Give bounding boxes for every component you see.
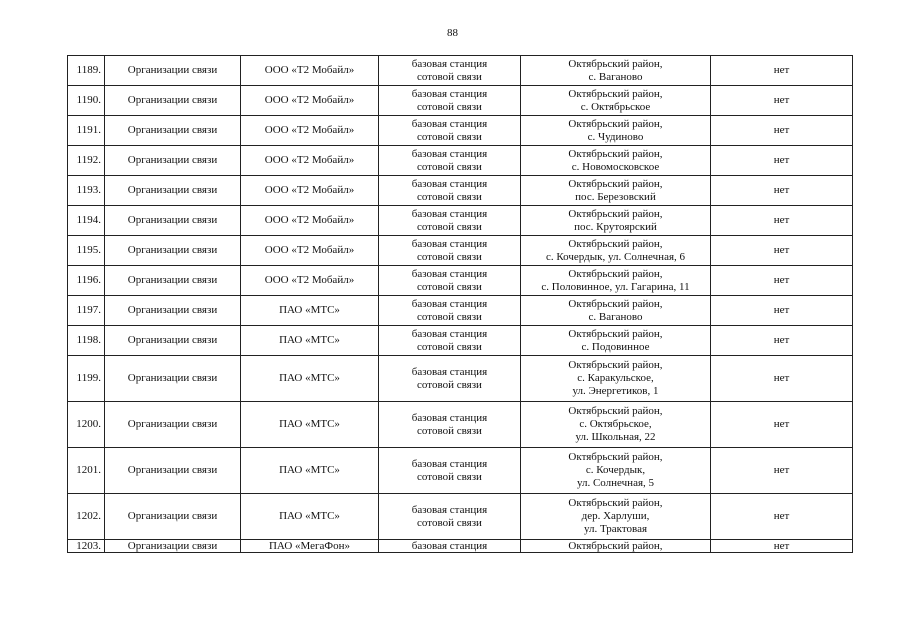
category-cell: Организации связи <box>105 356 241 402</box>
registry-table-body <box>68 56 853 553</box>
address-cell <box>521 86 711 116</box>
address-cell-line: ул. Солнечная, 5 <box>576 477 655 489</box>
flag-cell: нет <box>711 296 853 326</box>
organization-cell: ПАО «МТС» <box>241 448 379 494</box>
row-number-cell: 1189. <box>68 56 105 86</box>
address-cell-line: Октябрьский район, <box>568 237 663 250</box>
address-cell-line: Октябрьский район, <box>568 497 663 509</box>
organization-cell: ПАО «МТС» <box>241 326 379 356</box>
organization-cell: ООО «Т2 Мобайл» <box>241 116 379 146</box>
address-cell-line: Октябрьский район, <box>568 147 663 160</box>
organization-cell: ООО «Т2 Мобайл» <box>241 266 379 296</box>
address-cell-line: Октябрьский район, <box>568 177 663 190</box>
address-cell <box>521 266 711 296</box>
flag-cell: нет <box>711 116 853 146</box>
table-row <box>68 540 853 553</box>
address-cell-line: с. Ваганово <box>588 310 643 323</box>
object-cell-line: базовая станция <box>411 57 488 70</box>
table-row <box>68 296 853 326</box>
category-cell: Организации связи <box>105 116 241 146</box>
organization-cell: ООО «Т2 Мобайл» <box>241 86 379 116</box>
address-cell <box>521 448 711 494</box>
category-cell: Организации связи <box>105 56 241 86</box>
address-cell <box>521 236 711 266</box>
row-number-cell: 1192. <box>68 146 105 176</box>
object-cell <box>379 116 521 146</box>
address-cell-line: с. Кочердык, <box>585 464 646 476</box>
object-cell-line: базовая станция <box>411 147 488 160</box>
flag-cell: нет <box>711 402 853 448</box>
address-cell <box>521 56 711 86</box>
object-cell <box>379 494 521 540</box>
address-cell-line: Октябрьский район, <box>568 327 663 340</box>
table-row <box>68 356 853 402</box>
object-cell <box>379 356 521 402</box>
object-cell-line: сотовой связи <box>417 310 482 323</box>
address-cell-line: Октябрьский район, <box>568 87 663 100</box>
organization-cell: ООО «Т2 Мобайл» <box>241 236 379 266</box>
flag-cell: нет <box>711 176 853 206</box>
address-cell <box>521 540 711 553</box>
organization-cell: ПАО «МТС» <box>241 402 379 448</box>
address-cell-line: Октябрьский район, <box>568 267 663 280</box>
address-cell-line: Октябрьский район, <box>568 405 663 417</box>
flag-cell: нет <box>711 494 853 540</box>
row-number-cell: 1197. <box>68 296 105 326</box>
page-number: 88 <box>447 27 458 39</box>
object-cell-line: сотовой связи <box>417 424 482 437</box>
object-cell-line: сотовой связи <box>417 70 482 83</box>
object-cell-line: сотовой связи <box>417 250 482 263</box>
table-row <box>68 116 853 146</box>
organization-cell: ПАО «МегаФон» <box>241 540 379 553</box>
address-cell <box>521 206 711 236</box>
address-cell-line: с. Каракульское, <box>577 372 654 384</box>
row-number-cell: 1194. <box>68 206 105 236</box>
address-cell-line: с. Октябрьское <box>580 100 651 113</box>
object-cell <box>379 146 521 176</box>
table-row <box>68 236 853 266</box>
object-cell <box>379 266 521 296</box>
category-cell: Организации связи <box>105 146 241 176</box>
object-cell <box>379 56 521 86</box>
row-number-cell: 1200. <box>68 402 105 448</box>
table-row <box>68 266 853 296</box>
flag-cell: нет <box>711 146 853 176</box>
flag-cell: нет <box>711 326 853 356</box>
object-cell-line: базовая станция <box>411 117 488 130</box>
object-cell <box>379 540 521 553</box>
object-cell-line: базовая станция <box>411 365 488 378</box>
flag-cell: нет <box>711 448 853 494</box>
object-cell-line: базовая станция <box>411 411 488 424</box>
flag-cell: нет <box>711 266 853 296</box>
object-cell <box>379 206 521 236</box>
object-cell-line: базовая станция <box>411 539 488 552</box>
object-cell <box>379 236 521 266</box>
table-row <box>68 402 853 448</box>
flag-cell: нет <box>711 206 853 236</box>
address-cell-line: ул. Трактовая <box>583 523 648 535</box>
object-cell <box>379 86 521 116</box>
row-number-cell: 1196. <box>68 266 105 296</box>
address-cell-line: ул. Школьная, 22 <box>575 431 656 443</box>
row-number-cell: 1202. <box>68 494 105 540</box>
category-cell: Организации связи <box>105 402 241 448</box>
organization-cell: ООО «Т2 Мобайл» <box>241 146 379 176</box>
address-cell <box>521 296 711 326</box>
address-cell-line: Октябрьский район, <box>568 539 663 552</box>
address-cell <box>521 326 711 356</box>
table-row <box>68 86 853 116</box>
address-cell <box>521 146 711 176</box>
organization-cell: ПАО «МТС» <box>241 494 379 540</box>
row-number-cell: 1201. <box>68 448 105 494</box>
table-row <box>68 56 853 86</box>
row-number-cell: 1198. <box>68 326 105 356</box>
address-cell-line: с. Ваганово <box>588 70 643 83</box>
address-cell-line: дер. Харлуши, <box>581 510 650 522</box>
object-cell-line: сотовой связи <box>417 160 482 173</box>
category-cell: Организации связи <box>105 206 241 236</box>
row-number-cell: 1195. <box>68 236 105 266</box>
address-cell-line: Октябрьский район, <box>568 117 663 130</box>
address-cell <box>521 116 711 146</box>
address-cell-line: пос. Крутоярский <box>574 220 657 233</box>
object-cell-line: базовая станция <box>411 503 488 516</box>
table-row <box>68 494 853 540</box>
object-cell-line: сотовой связи <box>417 516 482 529</box>
flag-cell: нет <box>711 356 853 402</box>
address-cell <box>521 356 711 402</box>
address-cell-line: с. Чудиново <box>587 130 644 143</box>
category-cell: Организации связи <box>105 326 241 356</box>
object-cell-line: базовая станция <box>411 457 488 470</box>
address-cell-line: ул. Энергетиков, 1 <box>572 385 659 397</box>
category-cell: Организации связи <box>105 86 241 116</box>
row-number-cell: 1190. <box>68 86 105 116</box>
category-cell: Организации связи <box>105 266 241 296</box>
flag-cell: нет <box>711 86 853 116</box>
address-cell-line: Октябрьский район, <box>568 359 663 371</box>
address-cell-line: с. Подовинное <box>581 340 650 353</box>
flag-cell: нет <box>711 236 853 266</box>
object-cell-line: сотовой связи <box>417 470 482 483</box>
organization-cell: ПАО «МТС» <box>241 356 379 402</box>
organization-cell: ООО «Т2 Мобайл» <box>241 56 379 86</box>
object-cell-line: сотовой связи <box>417 378 482 391</box>
object-cell-line: базовая станция <box>411 327 488 340</box>
table-row <box>68 326 853 356</box>
address-cell-line: с. Половинное, ул. Гагарина, 11 <box>541 280 690 293</box>
address-cell-line: с. Новомосковское <box>571 160 660 173</box>
address-cell-line: с. Октябрьское, <box>579 418 652 430</box>
object-cell-line: базовая станция <box>411 177 488 190</box>
address-cell-line: Октябрьский район, <box>568 57 663 70</box>
organization-cell: ООО «Т2 Мобайл» <box>241 176 379 206</box>
category-cell: Организации связи <box>105 494 241 540</box>
flag-cell: нет <box>711 56 853 86</box>
object-cell-line: сотовой связи <box>417 340 482 353</box>
row-number-cell: 1193. <box>68 176 105 206</box>
object-cell <box>379 326 521 356</box>
object-cell-line: сотовой связи <box>417 130 482 143</box>
object-cell-line: сотовой связи <box>417 280 482 293</box>
object-cell-line: базовая станция <box>411 267 488 280</box>
table-row <box>68 176 853 206</box>
table-row <box>68 146 853 176</box>
object-cell-line: сотовой связи <box>417 190 482 203</box>
object-cell <box>379 296 521 326</box>
object-cell-line: сотовой связи <box>417 220 482 233</box>
flag-cell: нет <box>711 540 853 553</box>
category-cell: Организации связи <box>105 176 241 206</box>
address-cell <box>521 402 711 448</box>
category-cell: Организации связи <box>105 448 241 494</box>
address-cell <box>521 176 711 206</box>
row-number-cell: 1199. <box>68 356 105 402</box>
object-cell <box>379 448 521 494</box>
category-cell: Организации связи <box>105 236 241 266</box>
organization-cell: ООО «Т2 Мобайл» <box>241 206 379 236</box>
object-cell-line: базовая станция <box>411 87 488 100</box>
address-cell-line: Октябрьский район, <box>568 297 663 310</box>
address-cell-line: Октябрьский район, <box>568 207 663 220</box>
category-cell: Организации связи <box>105 296 241 326</box>
table-row <box>68 206 853 236</box>
category-cell: Организации связи <box>105 540 241 553</box>
object-cell-line: базовая станция <box>411 297 488 310</box>
row-number-cell: 1191. <box>68 116 105 146</box>
address-cell-line: с. Кочердык, ул. Солнечная, 6 <box>545 250 686 263</box>
address-cell-line: Октябрьский район, <box>568 451 663 463</box>
registry-table <box>67 55 853 553</box>
object-cell-line: сотовой связи <box>417 100 482 113</box>
table-row <box>68 448 853 494</box>
address-cell <box>521 494 711 540</box>
object-cell <box>379 176 521 206</box>
row-number-cell: 1203. <box>68 540 105 553</box>
object-cell-line: базовая станция <box>411 207 488 220</box>
organization-cell: ПАО «МТС» <box>241 296 379 326</box>
address-cell-line: пос. Березовский <box>575 190 656 203</box>
object-cell-line: базовая станция <box>411 237 488 250</box>
object-cell <box>379 402 521 448</box>
